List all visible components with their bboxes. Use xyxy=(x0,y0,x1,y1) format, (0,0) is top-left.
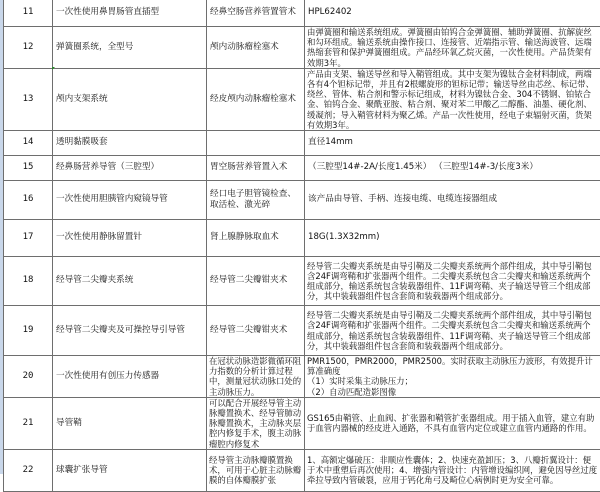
row-number-cell[interactable]: 13 xyxy=(4,68,53,130)
procedure-cell[interactable] xyxy=(207,131,305,156)
product-name-cell[interactable]: 一次性使用静脉留置针 xyxy=(53,220,207,257)
spec-cell[interactable]: PMR1500，PMR2000，PMR2500。实时获取主动脉压力波形，有效提升计算准确度 （1）实时采集主动脉压力； （2）自动匹配造影图像 xyxy=(305,356,600,398)
spec-cell[interactable]: HPL62402 xyxy=(305,0,600,27)
product-name-cell[interactable]: 经导管二尖瓣夹系统 xyxy=(53,257,207,306)
spec-cell[interactable]: 由弹簧圈和输送系统组成。弹簧圈由铂钨合金弹簧圈、辅助弹簧圈、抗解旋丝和勾环组成。输送系统由操作接口、连接管、近端指示管、输送海波管、远端热缩套管和保护弹簧圈组成。产品经环氧乙烷灭菌，一次性使用。产品货架有效期3年。 xyxy=(305,27,600,69)
spec-cell[interactable]: （三腔型14#-2A/长度1.45米） （三腔型14#-3/长度3米） xyxy=(305,156,600,181)
table-row xyxy=(4,356,600,398)
product-name-cell[interactable]: 一次性使用鼻胃肠管直插型 xyxy=(53,0,207,27)
table-row xyxy=(4,257,600,306)
table-row xyxy=(4,131,600,156)
product-name-cell[interactable]: 颅内支架系统 xyxy=(53,68,207,130)
procedure-cell[interactable]: 经皮颅内动脉瘤栓塞术 xyxy=(207,68,305,130)
procedure-cell[interactable]: 颅内动脉瘤栓塞术 xyxy=(207,27,305,69)
table-row xyxy=(4,27,600,69)
procedure-cell[interactable]: 经导管二尖瓣钳夹术 xyxy=(207,257,305,306)
product-name-cell[interactable]: 经鼻肠营养导管（三腔型） xyxy=(53,156,207,181)
product-name-cell[interactable]: 球囊扩张导管 xyxy=(53,449,207,491)
procedure-cell[interactable]: 经导管主动脉瓣膜置换术，可用于心脏主动脉瓣膜的自体瓣膜扩张 xyxy=(207,449,305,491)
procedure-cell[interactable]: 经口电子胆管镜检查、取活检、激光碎 xyxy=(207,181,305,220)
spec-cell[interactable]: 产品由支架、输送导丝和导入鞘管组成。其中支架为镍钛合金材料制成，两端各有4个钽标记带，并且有2根螺旋形的钽标记带；输送导丝由芯丝、标记带、绕丝、管体、粘合剂和警示标记组成，材料为镍钛合金、304不锈钢、铂铱合金、铂钨合金、聚酰亚胺、粘合剂、聚对苯二甲酸乙二醇酯、油墨、硬化剂、缓凝剂；导入鞘管材料为聚乙烯。产品一次性使用，经电子束辐射灭菌，货架有效期3年。 xyxy=(305,68,600,130)
product-name-cell[interactable]: 透明黏膜吸套 xyxy=(53,131,207,156)
row-number-cell[interactable]: 15 xyxy=(4,156,53,181)
table-row xyxy=(4,68,600,130)
table-row xyxy=(4,181,600,220)
row-number-cell[interactable]: 14 xyxy=(4,131,53,156)
procedure-cell[interactable]: 经导管二尖瓣钳夹术 xyxy=(207,306,305,356)
row-number-cell[interactable]: 12 xyxy=(4,27,53,69)
spec-cell[interactable]: 1、高额定爆破压：非顺应性囊体；2、快速充盈卸压；3、八瓣折翼设计：便于术中重塑后再次使用；4、增强内管设计：内管增设编织网，避免因导丝过度牵拉导致内管破裂，应用于钙化角弓及畸位心病例时更为安全可靠。 xyxy=(305,449,600,491)
row-number-cell[interactable]: 18 xyxy=(4,257,53,306)
table-row xyxy=(4,0,600,27)
procedure-cell[interactable]: 胃空肠营养管置入术 xyxy=(207,156,305,181)
procedure-cell[interactable]: 可以配合开展经导管主动脉瓣置换术、经导管肺动脉瓣置换术，主动脉夹层腔内修复手术，腹主动脉瘤腔内修复术 xyxy=(207,397,305,449)
table-row xyxy=(4,397,600,449)
product-name-cell[interactable]: 一次性使用胆胰管内窥镜导管 xyxy=(53,181,207,220)
product-name-cell[interactable]: 导管鞘 xyxy=(53,397,207,449)
device-table xyxy=(3,0,600,492)
row-number-cell[interactable]: 19 xyxy=(4,306,53,356)
spec-cell[interactable]: GS165由鞘管、止血阀、扩张器和鞘管扩张器组成。用于插入血管，建立有助于血管内器械的经皮进入通路，不具有血管内定位或建立血管内通路的作用。 xyxy=(305,397,600,449)
table-row xyxy=(4,449,600,491)
table-row xyxy=(4,306,600,356)
spec-cell[interactable]: 18G(1.3X32mm) xyxy=(305,220,600,257)
row-number-cell[interactable]: 22 xyxy=(4,449,53,491)
spec-cell[interactable]: 经导管二尖瓣夹系统是由导引鞘及二尖瓣夹系统两个部件组成，其中导引鞘包含24F调弯鞘和扩张器两个组件。二尖瓣夹系统包含二尖瓣夹和输送系统两个组成部分，输送系统包含装载器组件、11F调弯鞘、夹子输送导管三个组成部分，其中装载器组件包含套筒和装载器两个组成部分。 xyxy=(305,306,600,356)
spec-cell[interactable]: 该产品由导管、手柄、连接电缆、电缆连接器组成 xyxy=(305,181,600,220)
procedure-cell[interactable]: 肾上腺静脉取血术 xyxy=(207,220,305,257)
product-name-cell[interactable]: 一次性使用有创压力传感器 xyxy=(53,356,207,398)
row-number-cell[interactable]: 21 xyxy=(4,397,53,449)
table-row xyxy=(4,220,600,257)
row-number-cell[interactable]: 16 xyxy=(4,181,53,220)
procedure-cell[interactable]: 在冠状动脉造影微循环阻力指数的分析计算过程中，测量冠状动脉口处的主动脉压力。 xyxy=(207,356,305,398)
product-name-cell[interactable]: 经导管二尖瓣夹及可操控导引导管 xyxy=(53,306,207,356)
row-number-cell[interactable]: 17 xyxy=(4,220,53,257)
table-row xyxy=(4,156,600,181)
spec-cell[interactable]: 直径14mm xyxy=(305,131,600,156)
product-name-cell[interactable]: 弹簧圈系统，全型号 xyxy=(53,27,207,69)
procedure-cell[interactable]: 经鼻空肠营养管置管术 xyxy=(207,0,305,27)
row-number-cell[interactable]: 11 xyxy=(4,0,53,27)
row-number-cell[interactable]: 20 xyxy=(4,356,53,398)
spec-cell[interactable]: 经导管二尖瓣夹系统是由导引鞘及二尖瓣夹系统两个部件组成，其中导引鞘包含24F调弯鞘和扩张器两个组件。二尖瓣夹系统包含二尖瓣夹和输送系统两个组成部分，输送系统包含装载器组件、11F调弯鞘、夹子输送导管三个组成部分，其中装载器组件包含套筒和装载器两个组成部分。 xyxy=(305,257,600,306)
cell-comment-marker xyxy=(52,67,55,70)
